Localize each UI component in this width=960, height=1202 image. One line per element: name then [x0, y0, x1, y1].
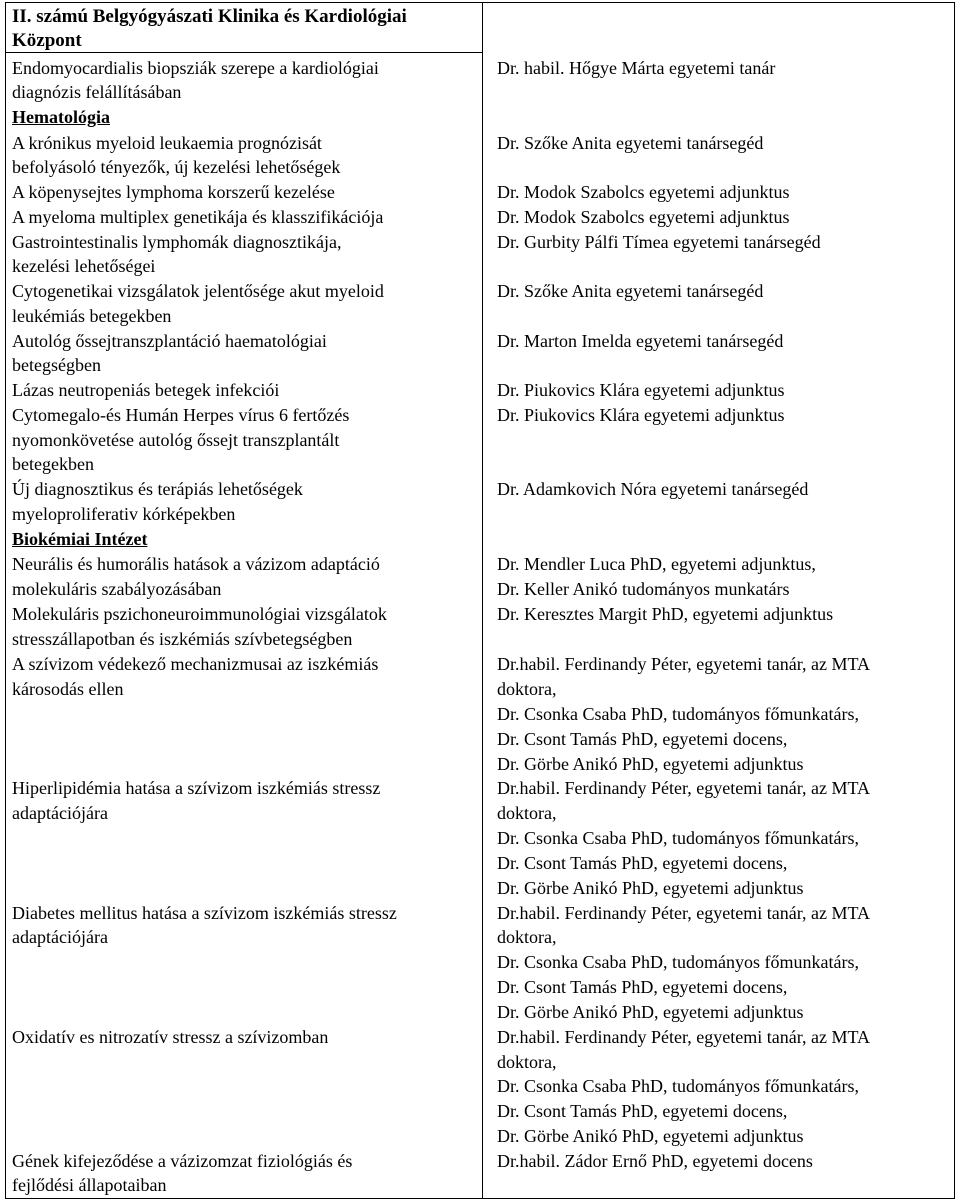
- topic-line: kezelési lehetőségei: [12, 256, 156, 276]
- supervisor-line: Dr. Csonka Csaba PhD, tudományos főmunkatárs,: [497, 704, 859, 724]
- topic-line: Új diagnosztikus és terápiás lehetőségek: [12, 479, 303, 499]
- supervisor-line: Dr. Görbe Anikó PhD, egyetemi adjunktus: [497, 1126, 804, 1146]
- supervisor-line: Dr. Csont Tamás PhD, egyetemi docens,: [497, 977, 788, 997]
- supervisor-line: Dr. Csonka Csaba PhD, tudományos főmunkatárs,: [497, 1076, 859, 1096]
- topic-line: molekuláris szabályozásában: [12, 579, 222, 599]
- topic-line: Diabetes mellitus hatása a szívizom iszkémiás stressz: [12, 903, 397, 923]
- supervisor-line: Dr. Görbe Anikó PhD, egyetemi adjunktus: [497, 1002, 804, 1022]
- topic-line: Cytomegalo-és Humán Herpes vírus 6 fertőzés: [12, 405, 350, 425]
- topic-line: fejlődési állapotaiban: [12, 1175, 167, 1195]
- section-heading-biokemiai: Biokémiai Intézet: [12, 529, 148, 549]
- topic-line: adaptációjára: [12, 927, 108, 947]
- topic-line: Gastrointestinalis lymphomák diagnosztikája,: [12, 232, 342, 252]
- supervisor-line: Dr.habil. Ferdinandy Péter, egyetemi tanár, az MTA: [497, 903, 870, 923]
- topic-line: A köpenysejtes lymphoma korszerű kezelése: [12, 182, 335, 202]
- supervisor-line: Dr. Piukovics Klára egyetemi adjunktus: [497, 380, 785, 400]
- topic-line: stresszállapotban és iszkémiás szívbetegségben: [12, 629, 353, 649]
- topic-line: károsodás ellen: [12, 679, 124, 699]
- supervisor-line: Dr. Piukovics Klára egyetemi adjunktus: [497, 405, 785, 425]
- supervisor-line: Dr. Csont Tamás PhD, egyetemi docens,: [497, 1101, 788, 1121]
- topic-line: Gének kifejeződése a vázizomzat fiziológiás és: [12, 1151, 353, 1171]
- topic-line: Autológ őssejtranszplantáció haematológiai: [12, 331, 327, 351]
- topic-line: Oxidatív es nitrozatív stressz a szívizomban: [12, 1027, 329, 1047]
- supervisor-line: doktora,: [497, 1052, 557, 1072]
- supervisor-line: Dr. habil. Hőgye Márta egyetemi tanár: [497, 58, 776, 78]
- topic-line: betegségben: [12, 355, 101, 375]
- topic-line: Cytogenetikai vizsgálatok jelentősége akut myeloid: [12, 281, 384, 301]
- topic-line: leukémiás betegekben: [12, 306, 172, 326]
- topic-line: A szívizom védekező mechanizmusai az iszkémiás: [12, 654, 379, 674]
- topic-line: A myeloma multiplex genetikája és klasszifikációja: [12, 207, 384, 227]
- topic-line: betegekben: [12, 454, 94, 474]
- supervisor-line: doktora,: [497, 679, 557, 699]
- supervisor-line: Dr. Csont Tamás PhD, egyetemi docens,: [497, 853, 788, 873]
- topic-line: adaptációjára: [12, 803, 108, 823]
- topic-line: nyomonkövetése autológ őssejt transzplantált: [12, 430, 340, 450]
- supervisor-line: Dr. Görbe Anikó PhD, egyetemi adjunktus: [497, 878, 804, 898]
- topic-line: Hiperlipidémia hatása a szívizom iszkémiás stressz: [12, 778, 381, 798]
- supervisor-line: Dr. Adamkovich Nóra egyetemi tanársegéd: [497, 479, 809, 499]
- clinic-title-line2: Központ: [12, 30, 82, 51]
- supervisor-line: Dr. Keller Anikó tudományos munkatárs: [497, 579, 790, 599]
- topic-line: befolyásoló tényezők, új kezelési lehetőségek: [12, 157, 341, 177]
- clinic-title-line1: II. számú Belgyógyászati Klinika és Kardiológiai: [12, 6, 407, 27]
- supervisor-line: Dr. Keresztes Margit PhD, egyetemi adjunktus: [497, 604, 834, 624]
- topic-line: diagnózis felállításában: [12, 82, 182, 102]
- supervisor-line: Dr.habil. Ferdinandy Péter, egyetemi tanár, az MTA: [497, 654, 870, 674]
- topic-line: Neurális és humorális hatások a vázizom adaptáció: [12, 554, 380, 574]
- supervisor-line: Dr.habil. Ferdinandy Péter, egyetemi tanár, az MTA: [497, 1027, 870, 1047]
- supervisor-line: Dr. Csont Tamás PhD, egyetemi docens,: [497, 729, 788, 749]
- supervisor-line: Dr. Szőke Anita egyetemi tanársegéd: [497, 133, 764, 153]
- supervisor-line: Dr. Csonka Csaba PhD, tudományos főmunkatárs,: [497, 828, 859, 848]
- topic-line: Endomyocardialis biopsziák szerepe a kardiológiai: [12, 58, 379, 78]
- supervisor-line: Dr. Görbe Anikó PhD, egyetemi adjunktus: [497, 754, 804, 774]
- topic-line: Molekuláris pszichoneuroimmunológiai vizsgálatok: [12, 604, 387, 624]
- supervisor-line: doktora,: [497, 803, 557, 823]
- supervisor-line: Dr. Mendler Luca PhD, egyetemi adjunktus,: [497, 554, 816, 574]
- topic-line: Lázas neutropeniás betegek infekciói: [12, 380, 280, 400]
- supervisor-line: Dr. Csonka Csaba PhD, tudományos főmunkatárs,: [497, 952, 859, 972]
- column-divider: [482, 2, 483, 1199]
- supervisor-line: Dr.habil. Zádor Ernő PhD, egyetemi docens: [497, 1151, 813, 1171]
- supervisor-line: doktora,: [497, 927, 557, 947]
- supervisor-line: Dr. Marton Imelda egyetemi tanársegéd: [497, 331, 784, 351]
- supervisor-line: Dr. Modok Szabolcs egyetemi adjunktus: [497, 182, 790, 202]
- topic-line: A krónikus myeloid leukaemia prognózisát: [12, 133, 322, 153]
- supervisor-line: Dr. Szőke Anita egyetemi tanársegéd: [497, 281, 764, 301]
- supervisor-line: Dr. Modok Szabolcs egyetemi adjunktus: [497, 207, 790, 227]
- supervisor-line: Dr.habil. Ferdinandy Péter, egyetemi tanár, az MTA: [497, 778, 870, 798]
- supervisor-line: Dr. Gurbity Pálfi Tímea egyetemi tanársegéd: [497, 232, 821, 252]
- topic-line: myeloproliferativ kórképekben: [12, 504, 236, 524]
- section-heading-hematologia: Hematológia: [12, 107, 110, 127]
